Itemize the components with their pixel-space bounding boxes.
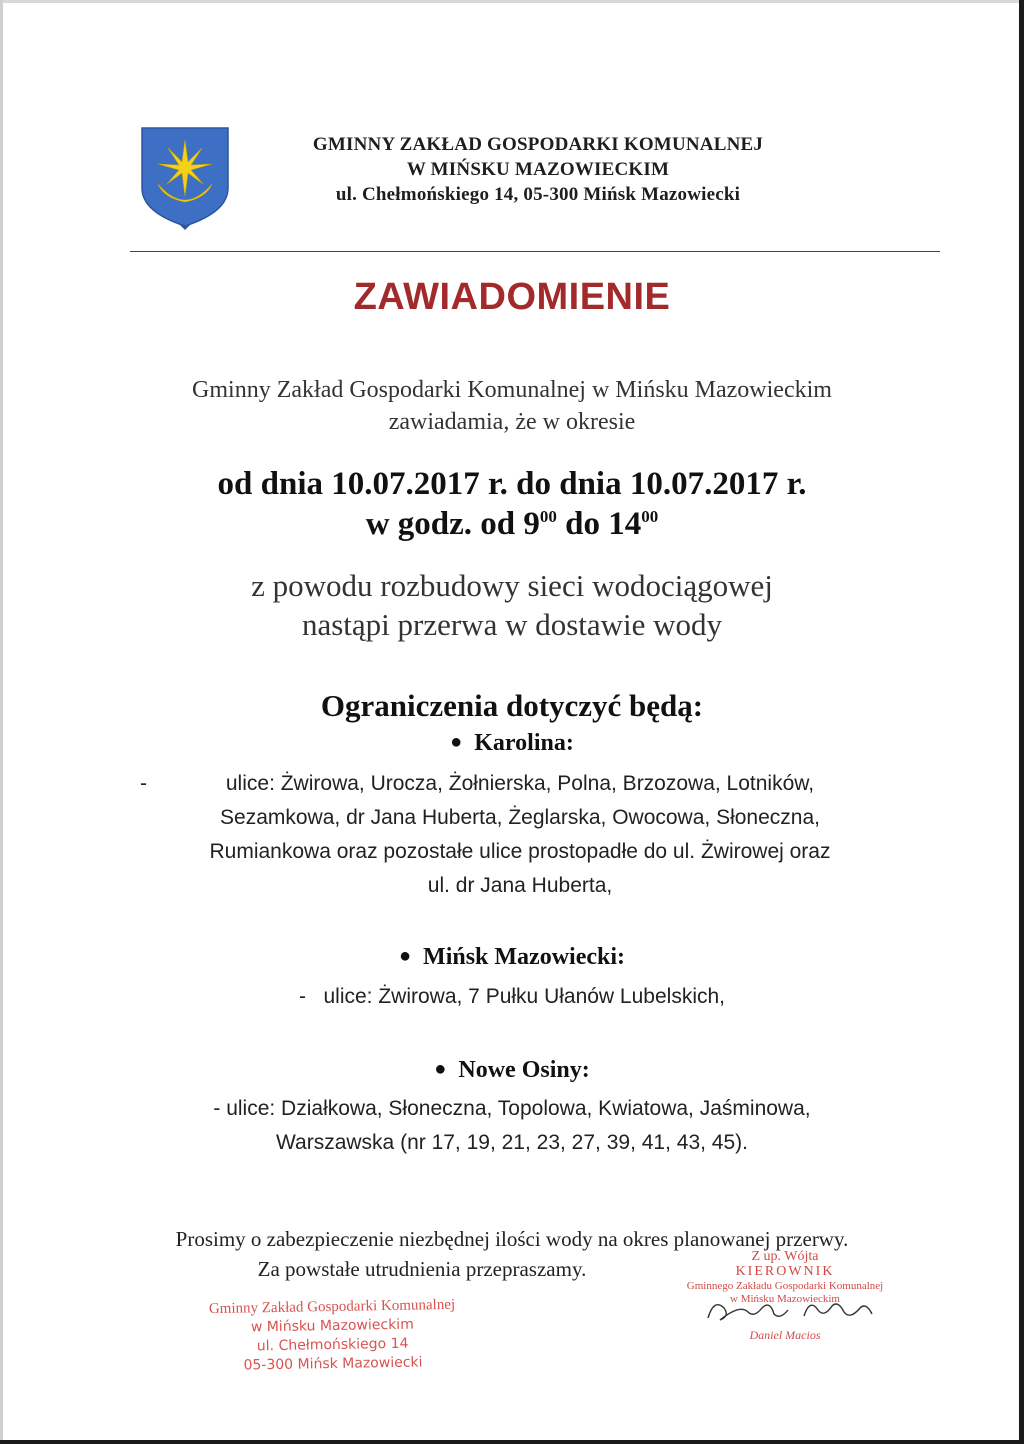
list-dash: - — [140, 772, 147, 795]
date-range: od dnia 10.07.2017 r. do dnia 10.07.2017 r. — [217, 466, 807, 502]
intro-line2: zawiadamia, że w okresie — [388, 409, 636, 435]
stamp-line2: w Mińsku Mazowieckim — [250, 1316, 414, 1336]
scan-edge-bottom — [0, 1440, 1024, 1444]
intro-line1: Gminny Zakład Gospodarki Komunalnej w Mińsku Mazowieckim — [192, 377, 832, 403]
stamp-person-name: Daniel Macios — [749, 1328, 821, 1342]
street-line: Sezamkowa, dr Jana Huberta, Żeglarska, Owocowa, Słoneczna, — [220, 806, 820, 829]
stamp-line1: Gminny Zakład Gospodarki Komunalnej — [208, 1296, 456, 1318]
closing-line2: Za powstałe utrudnienia przepraszamy. — [257, 1257, 587, 1281]
scan-edge-top — [0, 0, 1024, 3]
location-karolina-heading — [0, 730, 1024, 757]
stamp-line3: ul. Chełmońskiego 14 — [256, 1335, 409, 1355]
location-karolina-streets — [140, 767, 900, 903]
header-divider — [130, 251, 940, 252]
street-line: Warszawska (nr 17, 19, 21, 23, 27, 39, 41, 43, 45). — [276, 1131, 748, 1154]
time-range — [0, 504, 1024, 544]
handwritten-signature-icon — [700, 1290, 880, 1330]
location-minsk-heading — [0, 944, 1024, 971]
outage-reason — [0, 566, 1024, 644]
time-end-hour: do 14 — [556, 506, 642, 542]
time-start-minutes: 00 — [539, 507, 557, 526]
time-end-minutes: 00 — [641, 507, 659, 526]
intro-text — [0, 374, 1024, 438]
location-nowe-osiny-streets — [0, 1092, 1024, 1160]
street-line: Rumiankowa oraz pozostałe ulice prostopadłe do ul. Żwirowej oraz — [209, 840, 831, 863]
street-line: - ulice: Działkowa, Słoneczna, Topolowa, Kwiatowa, Jaśminowa, — [213, 1097, 811, 1120]
restrictions-heading: Ograniczenia dotyczyć będą: — [320, 688, 704, 723]
stamp-position: KIEROWNIK — [735, 1264, 835, 1279]
street-line: ulice: Żwirowa, Urocza, Żołnierska, Polna, Brzozowa, Lotników, — [225, 772, 815, 795]
stamp-authority: Z up. Wójta — [751, 1249, 819, 1264]
street-line: ul. dr Jana Huberta, — [427, 874, 613, 897]
time-start-hour: w godz. od 9 — [365, 506, 540, 542]
location-minsk-streets — [0, 980, 1024, 1014]
bullet-icon: ● — [434, 1058, 447, 1080]
reason-line1: z powodu rozbudowy sieci wodociągowej — [251, 568, 773, 603]
reason-line2: nastąpi przerwa w dostawie wody — [301, 607, 723, 642]
org-name-line1: GMINNY ZAKŁAD GOSPODARKI KOMUNALNEJ — [312, 134, 764, 155]
stamp-location: w Mińsku Mazowieckim — [730, 1293, 840, 1305]
organization-header — [238, 132, 838, 207]
minsk-mazowiecki-coat-of-arms-icon — [140, 126, 230, 230]
organization-stamp — [199, 1296, 465, 1377]
outage-period — [0, 464, 1024, 544]
stamp-organization: Gminnego Zakładu Gospodarki Komunalnej — [686, 1280, 884, 1292]
location-name: Nowe Osiny: — [458, 1057, 590, 1083]
bullet-icon: ● — [450, 731, 463, 753]
document-title: ZAWIADOMIENIE — [353, 276, 671, 318]
closing-line1: Prosimy o zabezpieczenie niezbędnej ilości wody na okres planowanej przerwy. — [175, 1227, 849, 1251]
location-name: Mińsk Mazowiecki: — [423, 944, 626, 970]
org-name-line2: W MIŃSKU MAZOWIECKIM — [406, 159, 670, 180]
location-nowe-osiny-heading — [0, 1057, 1024, 1084]
org-address: ul. Chełmońskiego 14, 05-300 Mińsk Mazowiecki — [335, 184, 741, 205]
bullet-icon: ● — [398, 945, 412, 967]
location-name: Karolina: — [474, 730, 574, 756]
street-line: - ulice: Żwirowa, 7 Pułku Ułanów Lubelskich, — [298, 985, 725, 1008]
stamp-line4: 05-300 Mińsk Mazowiecki — [243, 1354, 423, 1374]
